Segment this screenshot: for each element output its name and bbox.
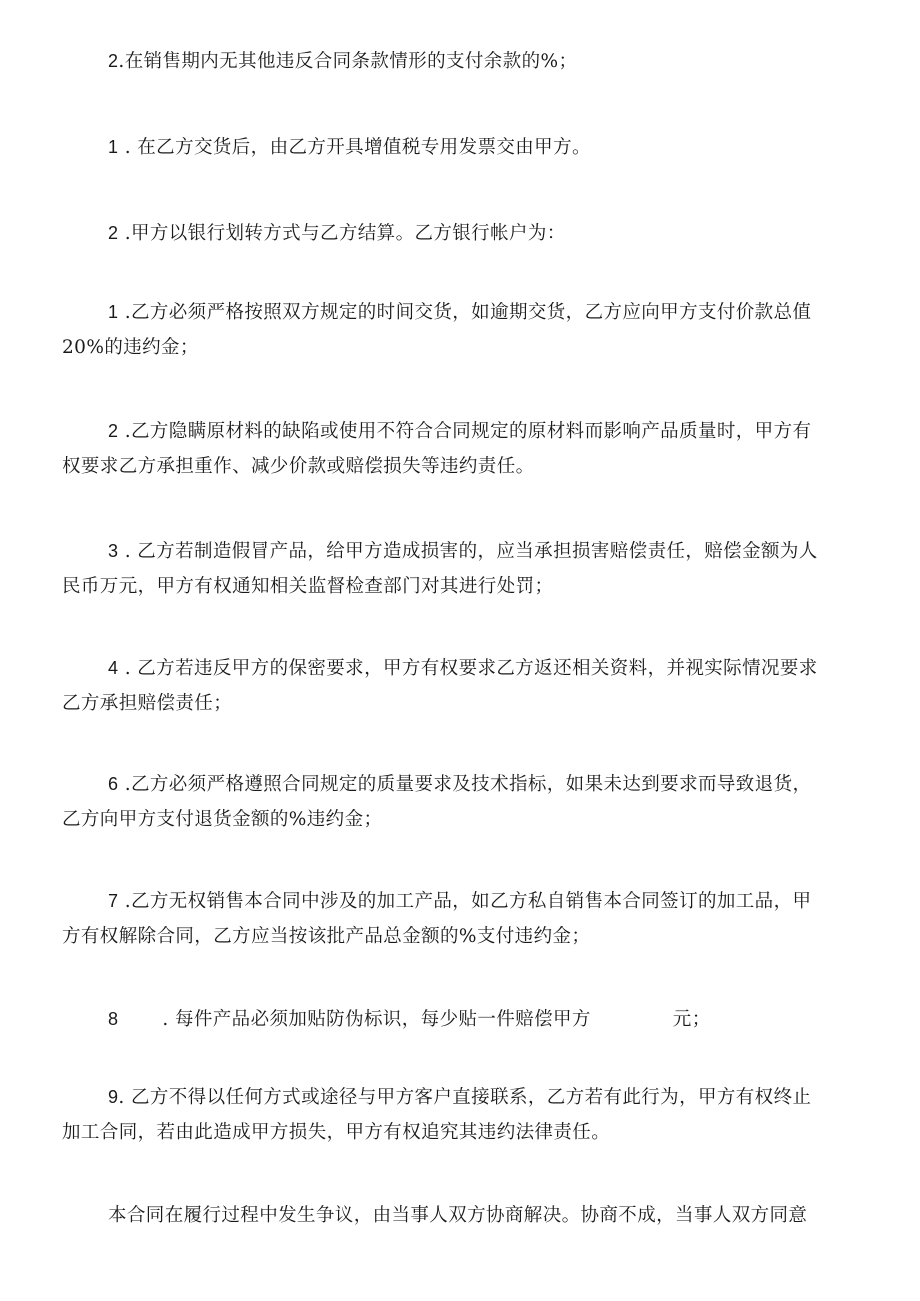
paragraph-text: . 乙方若违反甲方的保密要求，甲方有权要求乙方返还相关资料，并视实际情况要求 <box>118 658 818 679</box>
paragraph-number: 7 <box>108 891 119 911</box>
paragraph-text: . 乙方若制造假冒产品，给甲方造成损害的，应当承担损害赔偿责任，赔偿金额为人 <box>118 541 818 562</box>
paragraph-text: 本合同在履行过程中发生争议，由当事人双方协商解决。协商不成，当事人双方同意 <box>108 1205 808 1226</box>
paragraph-late-delivery <box>62 295 868 365</box>
paragraph-text: 方有权解除合同，乙方应当按该批产品总金额的%支付违约金； <box>62 926 591 947</box>
paragraph-client-contact <box>62 1080 868 1150</box>
paragraph-dispute-resolution <box>62 1198 868 1233</box>
paragraph-number: 2 <box>108 223 119 243</box>
paragraph-text: 乙方向甲方支付退货金额的%违约金； <box>62 809 383 830</box>
paragraph-text: 权要求乙方承担重作、减少价款或赔偿损失等违约责任。 <box>62 456 535 477</box>
paragraph-quality-return <box>62 767 868 837</box>
paragraph-text: 加工合同，若由此造成甲方损失，甲方有权追究其违约法律责任。 <box>62 1122 611 1143</box>
paragraph-unauthorized-sales <box>62 884 868 954</box>
paragraph-number: 4 <box>108 658 119 678</box>
paragraph-anti-counterfeit-label <box>62 1002 868 1037</box>
paragraph-number: 6 <box>108 774 119 794</box>
paragraph-material-defects <box>62 414 868 484</box>
paragraph-text: 20%的违约金； <box>62 337 199 358</box>
paragraph-text: 民币万元，甲方有权通知相关监督检查部门对其进行处罚； <box>62 576 554 597</box>
paragraph-number: 9 <box>108 1087 119 1107</box>
paragraph-text: .乙方无权销售本合同中涉及的加工产品，如乙方私自销售本合同签订的加工品，甲 <box>118 891 812 912</box>
paragraph-confidentiality <box>62 651 868 721</box>
paragraph-text: .在销售期内无其他违反合同条款情形的支付余款的%； <box>118 51 578 72</box>
paragraph-text: 元； <box>672 1009 711 1030</box>
paragraph-payment-balance <box>62 44 868 79</box>
paragraph-text: .乙方隐瞒原材料的缺陷或使用不符合合同规定的原材料而影响产品质量时，甲方有 <box>118 421 812 442</box>
paragraph-number: 1 <box>108 137 119 157</box>
paragraph-number: 2 <box>108 51 119 71</box>
paragraph-number: 8 <box>108 1009 119 1029</box>
paragraph-text: .甲方以银行划转方式与乙方结算。乙方银行帐户为： <box>118 223 566 244</box>
paragraph-text: . 每件产品必须加贴防伪标识，每少贴一件赔偿甲方 <box>162 1009 591 1030</box>
paragraph-text: . 乙方不得以任何方式或途径与甲方客户直接联系，乙方若有此行为，甲方有权终止 <box>118 1087 812 1108</box>
paragraph-text: .乙方必须严格遵照合同规定的质量要求及技术指标，如果未达到要求而导致退货， <box>118 774 812 795</box>
paragraph-text: 乙方承担赔偿责任； <box>62 693 233 714</box>
paragraph-bank-settlement <box>62 216 868 251</box>
paragraph-number: 2 <box>108 421 119 441</box>
paragraph-text: . 在乙方交货后，由乙方开具增值税专用发票交由甲方。 <box>118 137 591 158</box>
paragraph-number: 3 <box>108 541 119 561</box>
paragraph-text: .乙方必须严格按照双方规定的时间交货，如逾期交货，乙方应向甲方支付价款总值 <box>118 302 812 323</box>
paragraph-invoice <box>62 130 868 165</box>
paragraph-number: 1 <box>108 302 119 322</box>
paragraph-counterfeit <box>62 534 868 604</box>
